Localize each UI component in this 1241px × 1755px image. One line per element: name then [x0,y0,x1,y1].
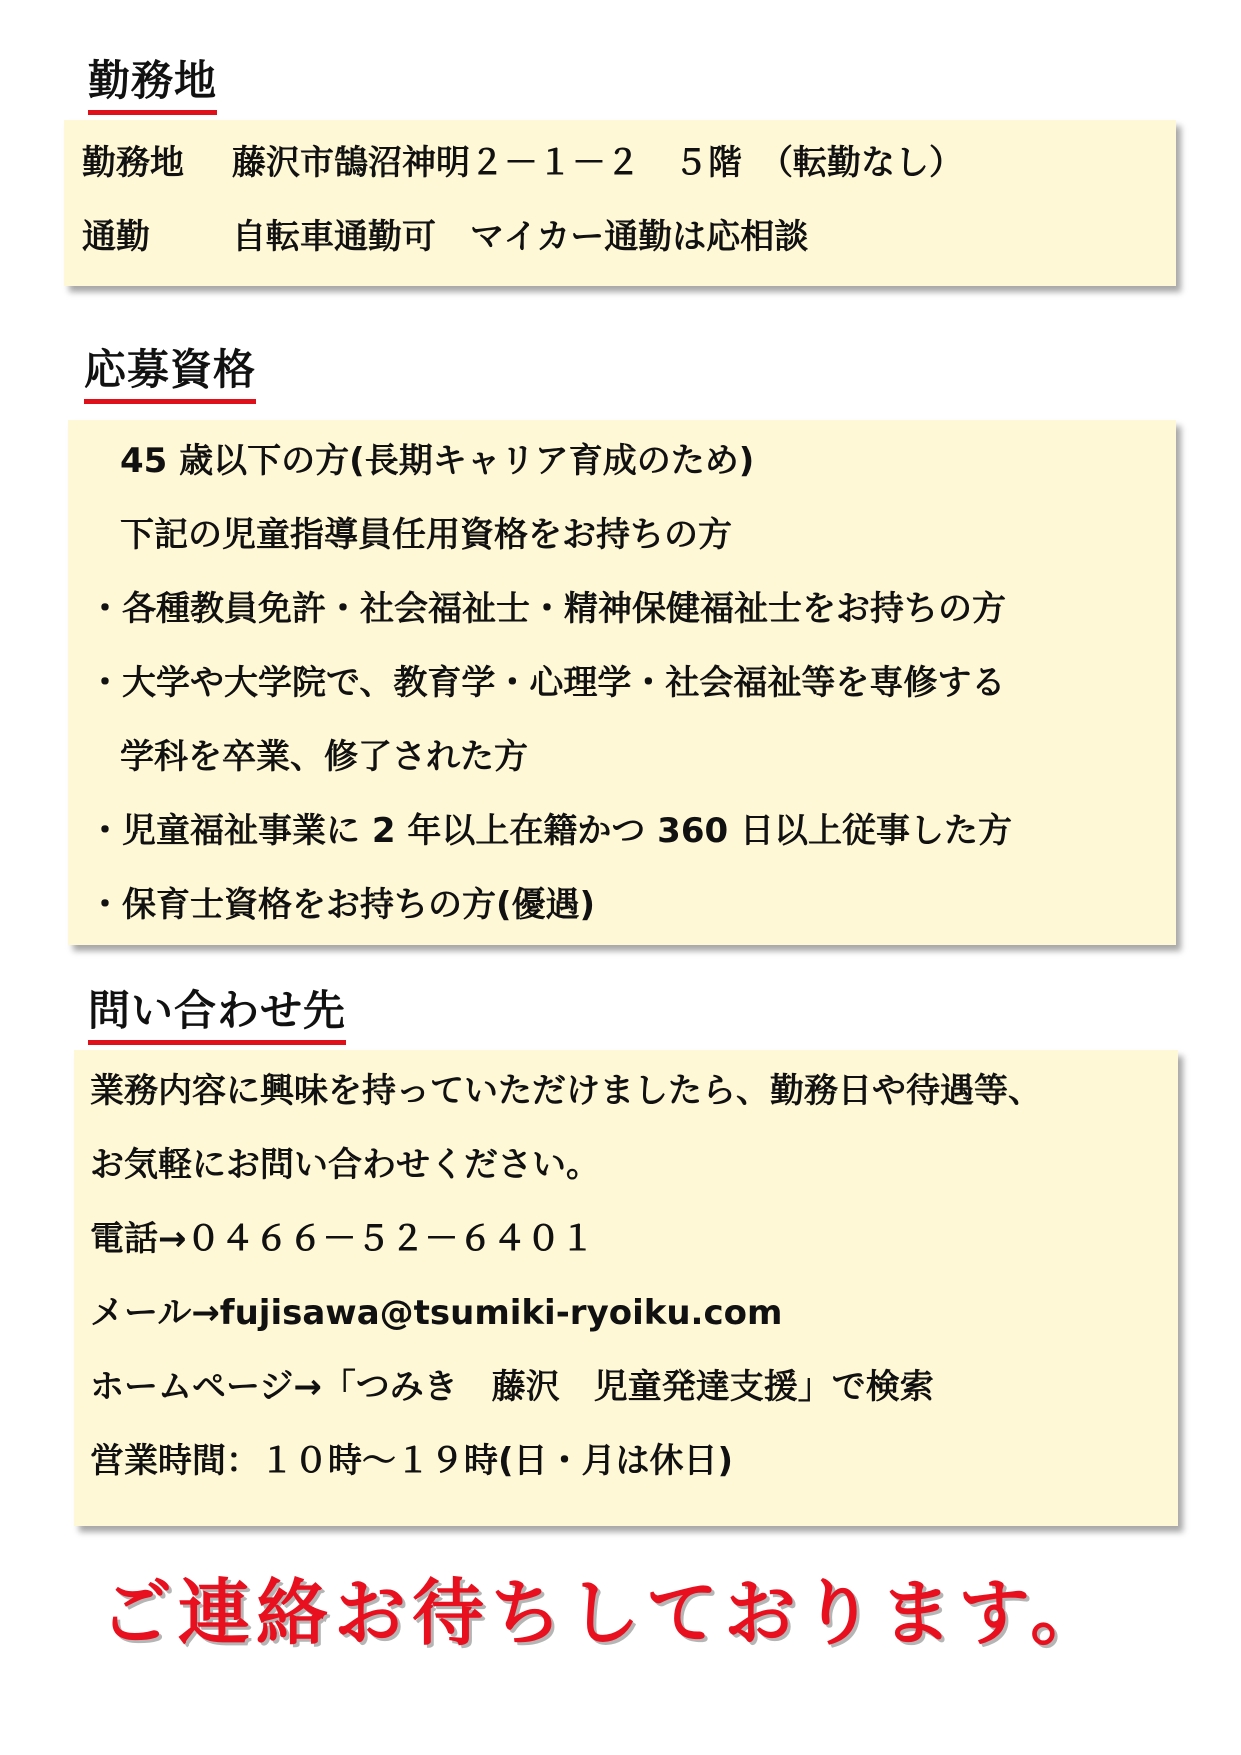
qualification-line: 下記の児童指導員任用資格をお持ちの方 [120,515,732,555]
qualifications-heading: 応募資格 [84,349,256,404]
commute-label: 通勤 [82,217,150,257]
work-location-value: 藤沢市鵠沼神明２－１－２ ５階 （転勤なし） [232,143,963,183]
contact-heading: 問い合わせ先 [88,990,346,1045]
qualification-line: ・各種教員免許・社会福祉士・精神保健福祉士をお持ちの方 [88,589,1006,629]
work-location-box [64,120,1176,286]
contact-box [74,1050,1178,1526]
qualifications-box [68,420,1176,945]
contact-email: メール→fujisawa@tsumiki-ryoiku.com [90,1293,783,1333]
qualification-line: 45 歳以下の方(長期キャリア育成のため) [120,441,755,481]
qualification-line: ・児童福祉事業に 2 年以上在籍かつ 360 日以上従事した方 [88,811,1012,851]
contact-phone: 電話→０４６６－５２－６４０１ [90,1219,595,1259]
work-location-row [82,144,1162,186]
qualification-line: ・大学や大学院で、教育学・心理学・社会福祉等を専修する [88,663,1006,703]
qualification-line: 学科を卒業、修了された方 [120,737,528,777]
contact-intro-line: お気軽にお問い合わせください。 [90,1145,600,1185]
work-location-label: 勤務地 [82,143,184,183]
work-location-heading: 勤務地 [88,60,217,115]
qualification-line: ・保育士資格をお持ちの方(優遇) [88,885,596,925]
commute-row [82,218,1162,260]
closing-message: ご連絡お待ちしております。 [100,1571,1109,1655]
contact-intro-line: 業務内容に興味を持っていただけましたら、勤務日や待遇等、 [90,1071,1042,1111]
contact-business-hours: 営業時間：１０時～１９時(日・月は休日) [90,1441,734,1481]
contact-homepage: ホームページ→「つみき 藤沢 児童発達支援」で検索 [90,1367,934,1407]
commute-value: 自転車通勤可 マイカー通勤は応相談 [232,217,809,257]
